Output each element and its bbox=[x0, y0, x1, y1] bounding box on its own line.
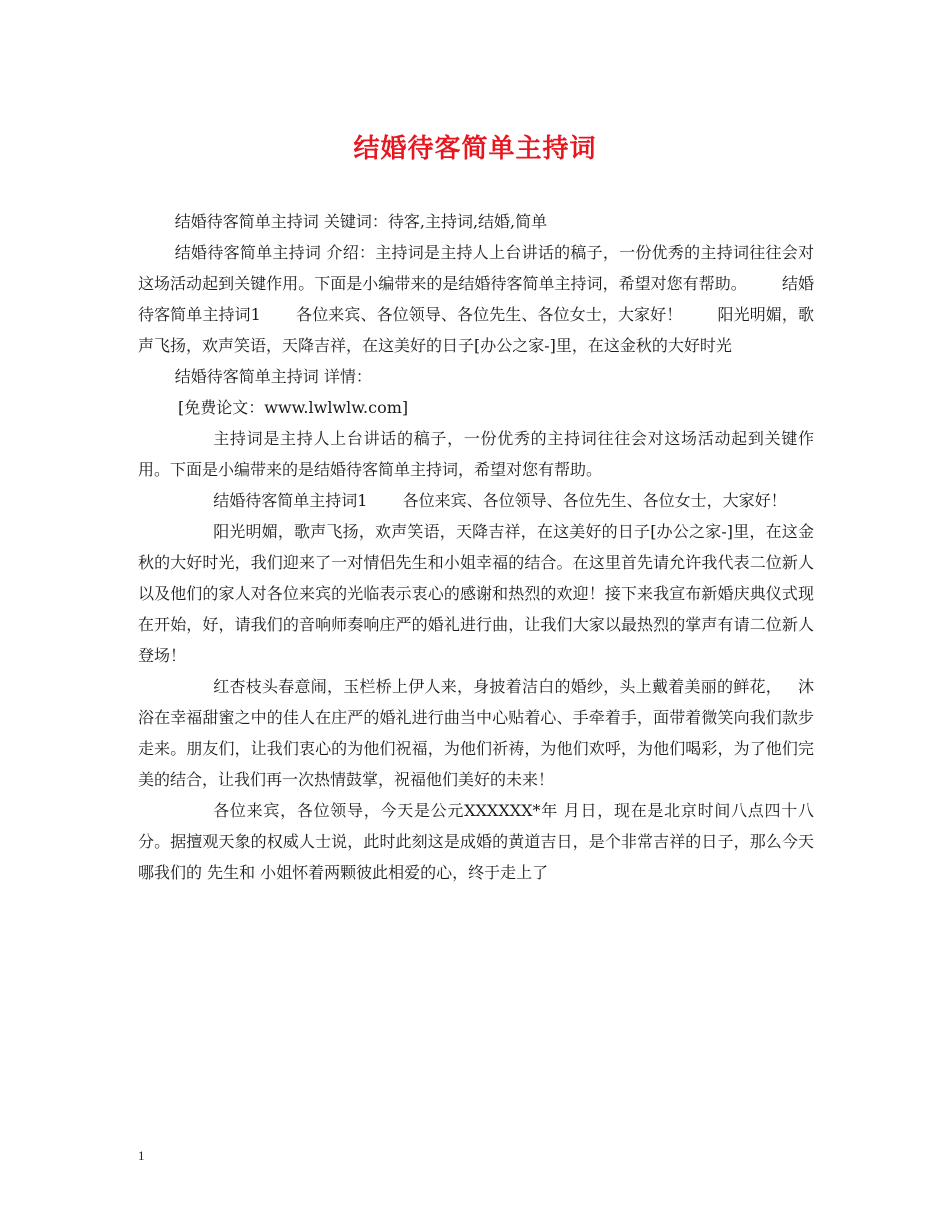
body-paragraph bbox=[138, 671, 814, 795]
document-body bbox=[138, 206, 814, 888]
body-sentence: 红杏枝头春意闹，玉栏桥上伊人来，身披着洁白的婚纱，头上戴着美丽的鲜花， bbox=[213, 677, 782, 696]
details-line: 结婚待客简单主持词 详情： bbox=[174, 367, 372, 386]
section-heading: 结婚待客简单主持词1 bbox=[213, 491, 368, 510]
keywords-line: 结婚待客简单主持词 关键词：待客,主持词,结婚,简单 bbox=[174, 212, 548, 231]
intro-greeting: 各位来宾、各位领导、各位先生、各位女士，大家好！ bbox=[296, 305, 683, 324]
greeting-text: 各位来宾、各位领导、各位先生、各位女士，大家好！ bbox=[402, 491, 787, 510]
body-paragraph: 阳光明媚，歌声飞扬，欢声笑语，天降吉祥，在这美好的日子[办公之家-]里，在这金秋的大好时光，我们迎来了一对情侣先生和小姐幸福的结合。在这里首先请允许我代表二位新人以及他们的家人对各位来宾的光临表示衷心的感谢和热烈的欢迎！接下来我宣布新婚庆典仪式现在开始，好，请我们的音响师奏响庄严的婚礼进行曲，让我们大家以最热烈的掌声有请二位新人登场！ bbox=[138, 522, 814, 665]
body-paragraph: 主持词是主持人上台讲话的稿子，一份优秀的主持词往往会对这场活动起到关键作用。下面是小编带来的是结婚待客简单主持词，希望对您有帮助。 bbox=[138, 429, 814, 479]
intro-opening: 阳光明媚，歌声飞扬，欢声笑语，天降吉祥，在这美好的日子[办公之家-]里，在这金秋的大好时光 bbox=[138, 305, 814, 355]
document-title: 结婚待客简单主持词 bbox=[353, 134, 597, 164]
intro-text: 结婚待客简单主持词 介绍：主持词是主持人上台讲话的稿子，一份优秀的主持词往往会对这场活动起到关键作用。下面是小编带来的是结婚待客简单主持词，希望对您有帮助。 bbox=[138, 243, 814, 293]
body-paragraph: 各位来宾，各位领导，今天是公元XXXXXX*年 月日，现在是北京时间八点四十八分。据擅观天象的权威人士说，此时此刻这是成婚的黄道吉日，是个非常吉祥的日子，那么今天哪我们的 先生和 小姐怀着两颗彼此相爱的心，终于走上了 bbox=[138, 801, 814, 882]
intro-paragraph bbox=[138, 237, 814, 361]
page-number: 1 bbox=[138, 1148, 145, 1163]
intro-heading-1: 结婚待客简单主持词1 bbox=[138, 274, 814, 324]
body-sentence: 沐浴在幸福甜蜜之中的佳人在庄严的婚礼进行曲当中心贴着心、手牵着手，面带着微笑向我们款步走来。朋友们，让我们衷心的为他们祝福，为他们祈祷，为他们欢呼，为他们喝彩，为了他们完美的结合，让我们再一次热情鼓掌，祝福他们美好的未来！ bbox=[138, 677, 814, 789]
source-line: [免费论文：www.lwlwlw.com] bbox=[178, 398, 409, 417]
body-paragraph bbox=[138, 485, 814, 516]
